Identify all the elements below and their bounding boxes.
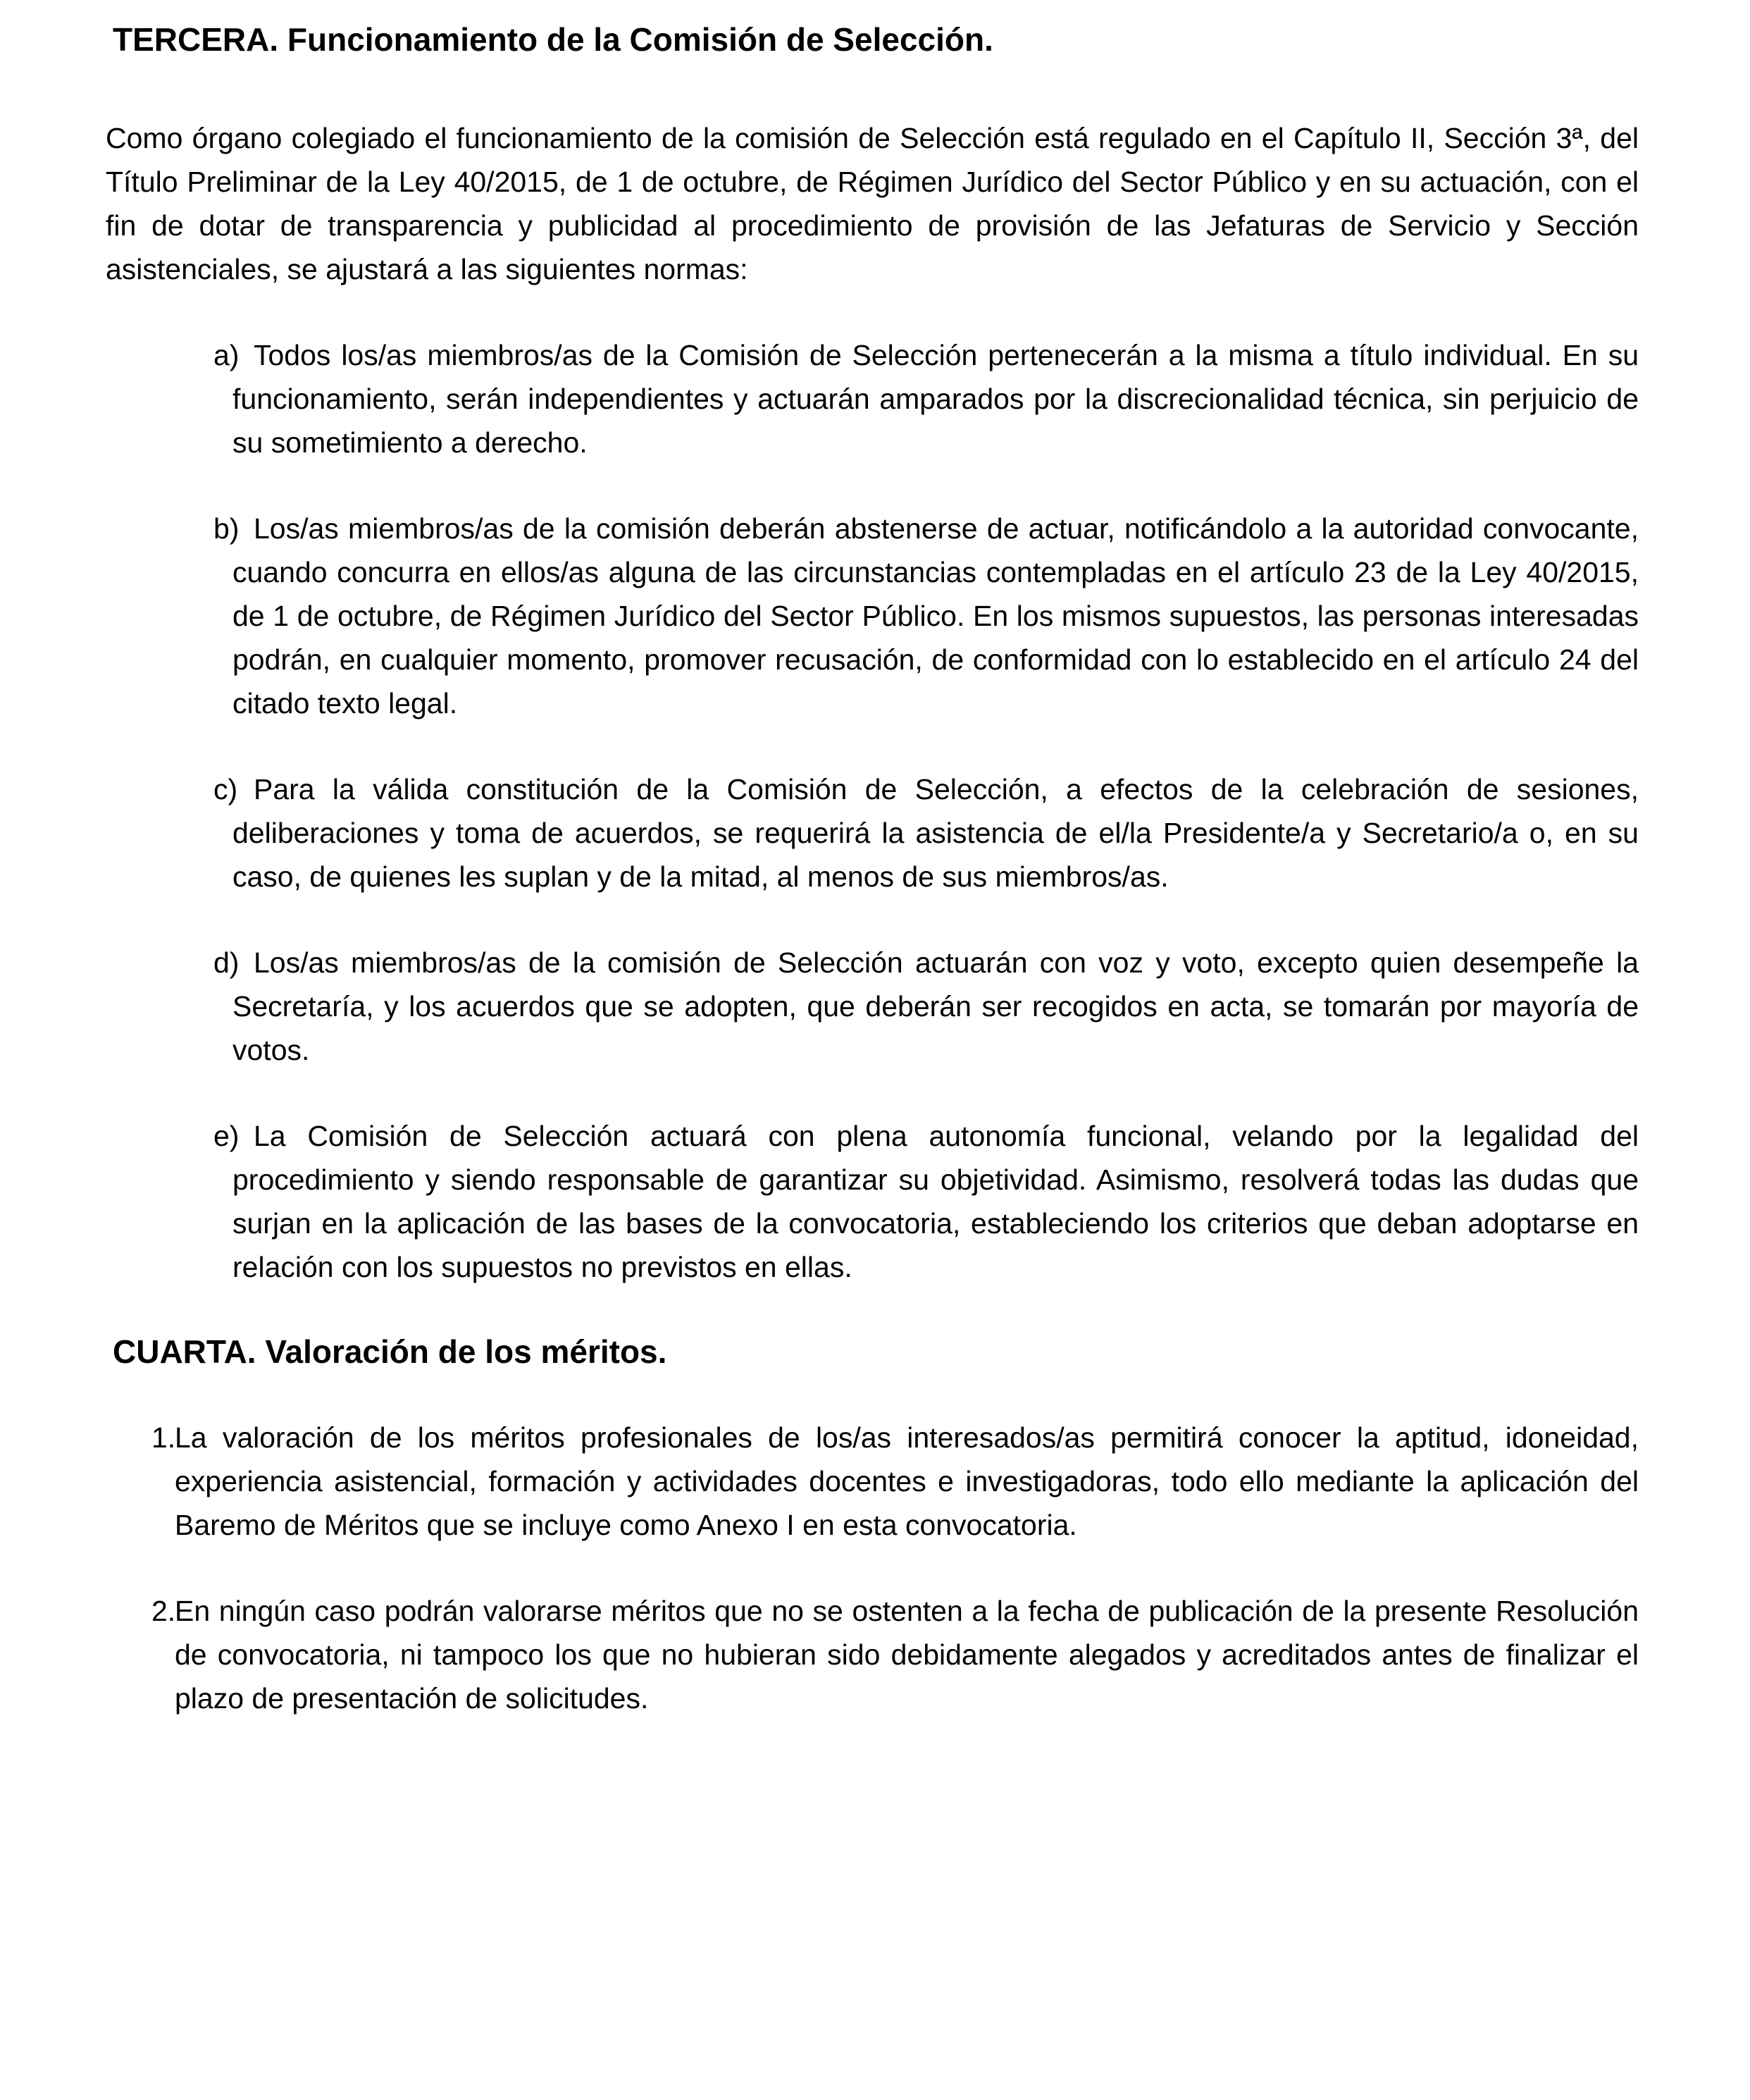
- list-item-a-text: Todos los/as miembros/as de la Comisión de Selección pertenecerán a la misma a título individual. En su funcionamiento, serán independientes y actuarán amparados por la discrecionalidad técnica, sin perjuicio de su sometimiento a derecho.: [232, 339, 1639, 459]
- list-item-c: [106, 767, 1639, 898]
- list-item-2: [106, 1589, 1639, 1720]
- list-item-e-text: La Comisión de Selección actuará con plena autonomía funcional, velando por la legalidad del procedimiento y siendo responsable de garantizar su objetividad. Asimismo, resolverá todas las dudas que surjan en la aplicación de las bases de la convocatoria, estableciendo los criterios que deban adoptarse en relación con los supuestos no previstos en ellas.: [232, 1120, 1639, 1283]
- numbered-list: [106, 1416, 1639, 1720]
- list-item-d-text: Los/as miembros/as de la comisión de Selección actuarán con voz y voto, excepto quien desempeñe la Secretaría, y los acuerdos que se adopten, que deberán ser recogidos en acta, se tomarán por mayoría de votos.: [232, 946, 1639, 1066]
- list-item-2-label: 2.: [151, 1595, 176, 1627]
- list-item-e: [106, 1114, 1639, 1289]
- list-item-a-label: a): [213, 339, 240, 371]
- list-item-d: [106, 941, 1639, 1072]
- list-item-c-text: Para la válida constitución de la Comisión de Selección, a efectos de la celebración de sesiones, deliberaciones y toma de acuerdos, se requerirá la asistencia de el/la Presidente/a y Secretario/a o, en su caso, de quienes les suplan y de la mitad, al menos de sus miembros/as.: [232, 773, 1639, 893]
- list-item-1: [106, 1416, 1639, 1547]
- intro-paragraph: Como órgano colegiado el funcionamiento de la comisión de Selección está regulado en el Capítulo II, Sección 3ª, del Título Preliminar de la Ley 40/2015, de 1 de octubre, de Régimen Jurídico del Sector Público y en su actuación, con el fin de dotar de transparencia y publicidad al procedimiento de provisión de las Jefaturas de Servicio y Sección asistenciales, se ajustará a las siguientes normas:: [106, 122, 1639, 285]
- list-item-e-label: e): [213, 1120, 240, 1152]
- list-item-1-label: 1.: [151, 1421, 176, 1454]
- list-item-2-text: En ningún caso podrán valorarse méritos que no se ostenten a la fecha de publicación de la presente Resolución de convocatoria, ni tampoco los que no hubieran sido debidamente alegados y acreditados antes de finalizar el plazo de presentación de solicitudes.: [175, 1595, 1639, 1715]
- section-heading-cuarta: CUARTA. Valoración de los méritos.: [113, 1333, 667, 1370]
- list-item-c-label: c): [213, 773, 238, 805]
- list-item-b: [106, 507, 1639, 725]
- list-item-1-text: La valoración de los méritos profesionales de los/as interesados/as permitirá conocer la aptitud, idoneidad, experiencia asistencial, formación y actividades docentes e investigadoras, todo ello mediante la aplicación del Baremo de Méritos que se incluye como Anexo I en esta convocatoria.: [175, 1421, 1639, 1541]
- list-item-d-label: d): [213, 946, 240, 979]
- section-heading-tercera: TERCERA. Funcionamiento de la Comisión de Selección.: [113, 21, 993, 58]
- list-item-b-label: b): [213, 512, 240, 545]
- lettered-list: [106, 333, 1639, 1289]
- list-item-b-text: Los/as miembros/as de la comisión deberán abstenerse de actuar, notificándolo a la autoridad convocante, cuando concurra en ellos/as alguna de las circunstancias contempladas en el artículo 23 de la Ley 40/2015, de 1 de octubre, de Régimen Jurídico del Sector Público. En los mismos supuestos, las personas interesadas podrán, en cualquier momento, promover recusación, de conformidad con lo establecido en el artículo 24 del citado texto legal.: [232, 512, 1639, 719]
- list-item-a: [106, 333, 1639, 464]
